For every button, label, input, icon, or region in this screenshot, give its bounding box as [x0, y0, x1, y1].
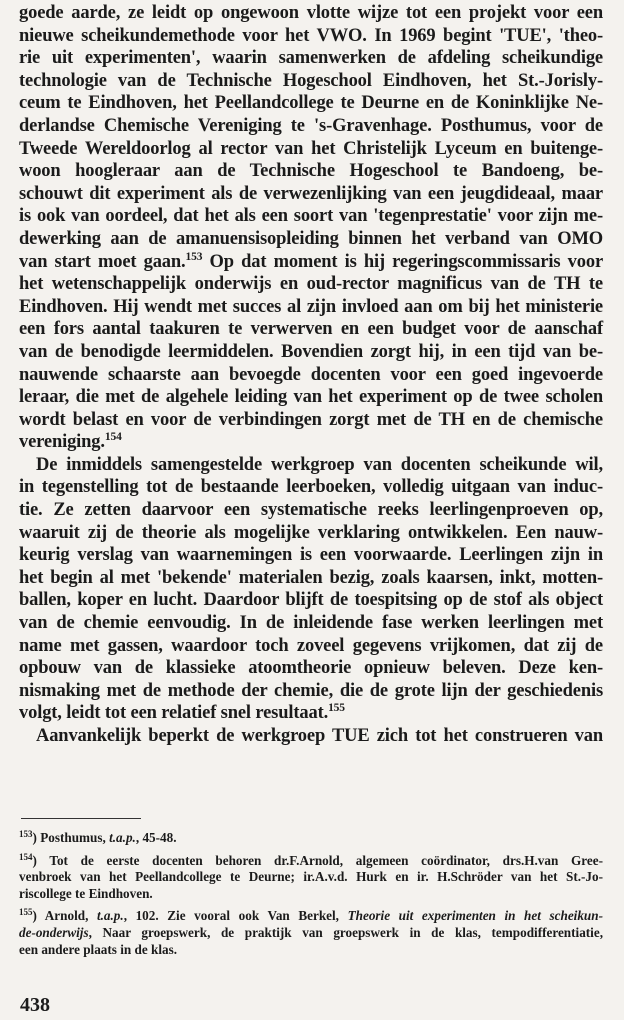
text-line: dewerking aan de amanuensisopleiding binnen het verband van OMO	[19, 228, 603, 249]
footnotes	[19, 830, 603, 958]
text-line: ballen, koper en lucht. Daardoor blijft de toespitsing op de stof als object	[19, 590, 603, 611]
text-segment: volgt, leidt tot een relatief snel resultaat.	[19, 703, 329, 724]
footnote-line: $^{153}$) Posthumus, t.a.p., 45-48.	[19, 829, 177, 845]
footnote-155	[19, 908, 603, 958]
footnote-153	[19, 830, 603, 847]
footnote-line: riscollege te Eindhoven.	[19, 885, 153, 901]
page-number: 438	[20, 994, 50, 1016]
text-segment: Posthumus,	[40, 830, 110, 845]
footnote-line: $^{154}$) Tot de eerste docenten behoren dr.F.Arnold, algemeen coördinator, drs.H.van Gree-	[19, 851, 603, 868]
text-line: derlandse Chemische Vereniging te 's-Gravenhage. Posthumus, voor de	[19, 115, 603, 136]
paragraph-2	[19, 454, 603, 725]
footnote-line: $^{155}$) Arnold, t.a.p., 102. Zie vooral ook Van Berkel, Theorie uit experimenten in het scheikun-	[19, 907, 603, 924]
paragraph-3	[19, 725, 603, 748]
footnote-154	[19, 853, 603, 903]
text-line: tie. Ze zetten daarvoor een systematische reeks leerlingenproeven op,	[19, 500, 603, 521]
text-segment: Tot de eerste docenten behoren dr.F.Arnold, algemeen coördinator, drs.H.van Gree-	[49, 852, 603, 868]
text-segment: , 102. Zie vooral ook Van Berkel,	[123, 908, 348, 924]
text-segment: Theorie uit experimenten in het scheikun-	[347, 908, 603, 924]
footnote-ref-154[interactable]: 154	[104, 431, 122, 444]
footnote-line: een andere plaats in de klas.	[19, 941, 178, 957]
text-line: goede aarde, ze leidt op ongewoon vlotte wijze tot een projekt voor een	[19, 3, 603, 23]
text-line: ceum te Eindhoven, het Peellandcollege te Deurne en de Koninklijke Ne-	[19, 93, 603, 114]
footnote-divider	[21, 818, 141, 819]
text-line: nismaking met de methode der chemie, die de grote lijn der geschiedenis	[19, 680, 603, 701]
text-line: nauwende schaarste aan bevoegde docenten voor een goed ingevoerde	[19, 364, 603, 385]
text-segment: de-onderwijs	[19, 924, 89, 940]
text-line: is ook van oordeel, dat het als een soort van 'tegenprestatie' voor zijn me-	[19, 206, 603, 227]
text-line: leraar, die met de algehele leiding van het experiment op de twee scholen	[19, 387, 603, 408]
text-line	[19, 251, 603, 274]
footnote-ref-153[interactable]: 153	[185, 250, 203, 263]
text-line: schouwt dit experiment als de verwezenlijking van een jeugdideaal, maar	[19, 183, 603, 204]
text-segment: , 45-48.	[135, 830, 177, 845]
text-line: wordt belast en voor de verbindingen zorgt met de TH en de chemische	[19, 409, 603, 430]
footnote-number: 155	[19, 907, 33, 918]
text-line: technologie van de Technische Hogeschool Eindhoven, het St.-Jorisly-	[19, 70, 603, 91]
text-line: nieuwe scheikundemethode voor het VWO. In 1969 begint 'TUE', 'theo-	[19, 25, 603, 46]
text-line: van de chemie eenvoudig. In de inleidende fase werken leerlingen met	[19, 613, 603, 634]
text-line: De inmiddels samengestelde werkgroep van docenten scheikunde wil,	[36, 454, 603, 475]
text-line: een fors aantal taakuren te verwerven en een budget voor de aanschaf	[19, 319, 603, 340]
text-line: Tweede Wereldoorlog al rector van het Christelijk Lyceum en buitenge-	[19, 138, 603, 159]
text-segment: Op dat moment is hij regeringscommissaris voor	[202, 251, 604, 272]
text-line: van de benodigde leermiddelen. Bovendien zorgt hij, in een tijd van be-	[19, 341, 603, 362]
footnote-ref-155[interactable]: 155	[328, 702, 345, 715]
footnote-line	[19, 925, 603, 942]
text-segment: t.a.p.	[109, 830, 136, 845]
paragraph-1	[19, 2, 603, 454]
text-line: rie uit experimenten', waarin samenwerken de afdeling scheikundige	[19, 48, 603, 69]
text-line: opbouw van de klassieke atoomtheorie opnieuw beleven. Deze ken-	[19, 658, 603, 679]
text-line: waaruit zij de theorie als mogelijke verklaring ontwikkelen. Een nauw-	[19, 522, 603, 543]
text-segment: vereniging.	[19, 432, 105, 453]
text-segment: van start moet gaan.	[19, 251, 186, 272]
footnote-number: 154	[19, 851, 33, 862]
text-line: Aanvankelijk beperkt de werkgroep TUE zich tot het construeren van	[36, 726, 603, 746]
text-line: Eindhoven. Hij wendt met succes al zijn invloed aan om bij het ministerie	[19, 296, 603, 317]
footnote-line: venbroek van het Peellandcollege te Deurne; ir.A.v.d. Hurk en ir. H.Schröder van het St.-Jo-	[19, 869, 603, 885]
footnote-number: 153	[19, 829, 33, 839]
text-segment: Arnold,	[44, 908, 97, 924]
text-segment: , Naar groepswerk, de praktijk van groepswerk in de klas, tempodifferentiatie,	[88, 924, 603, 940]
text-line: in tegenstelling tot de bestaande leerboeken, volledig uitgaan van induc-	[19, 477, 603, 498]
text-line: woon hoogleraar aan de Technische Hogeschool te Bandoeng, be-	[19, 161, 603, 182]
text-line: name met gassen, waardoor toch zoveel gegevens vrijkomen, dat zij de	[19, 635, 603, 656]
text-line	[19, 431, 603, 454]
text-line: het wetenschappelijk onderwijs en oud-rector magnificus van de TH te	[19, 274, 603, 295]
body-text	[19, 2, 603, 748]
text-line: keurig verslag van waarnemingen is een voorwaarde. Leerlingen zijn in	[19, 545, 603, 566]
text-segment: t.a.p.	[96, 908, 124, 924]
text-line	[19, 702, 603, 725]
text-line: het begin al met 'bekende' materialen bezig, zoals kaarsen, inkt, motten-	[19, 567, 603, 588]
